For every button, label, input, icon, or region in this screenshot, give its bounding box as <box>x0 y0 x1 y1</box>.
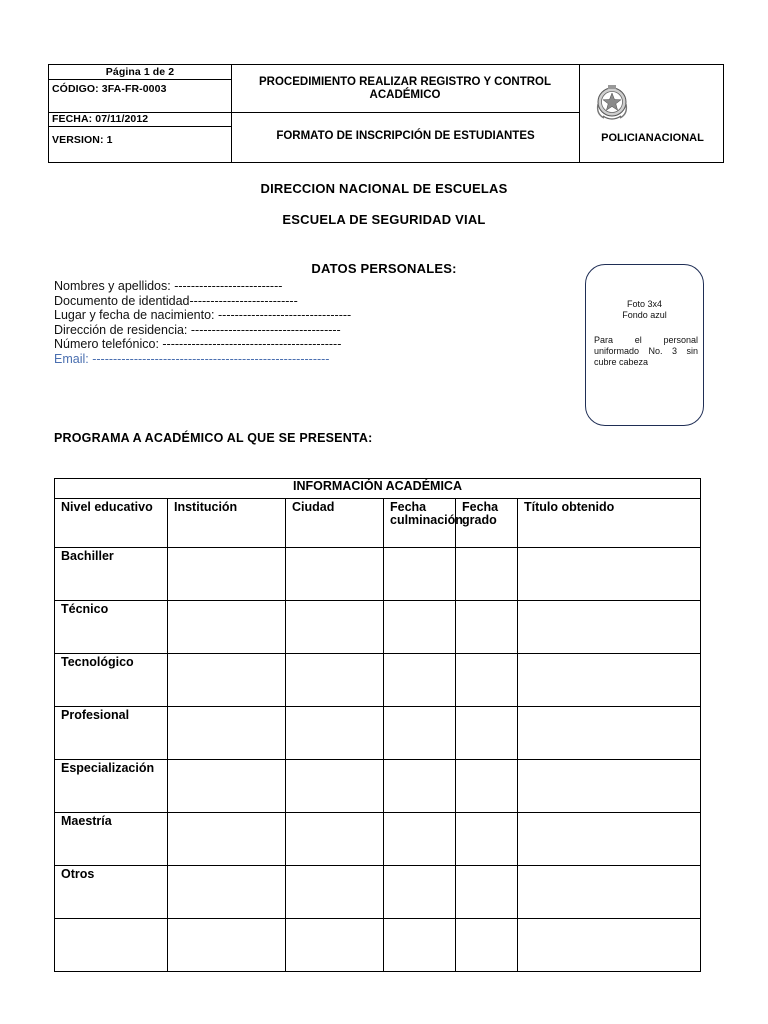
table-row <box>55 601 701 654</box>
table-cell[interactable] <box>286 919 384 972</box>
photo-note: Para el personal uniformado No. 3 sin cubre cabeza <box>594 335 698 367</box>
birth-place-date-field[interactable]: Lugar y fecha de nacimiento: -------------------------------- <box>54 308 352 322</box>
table-cell[interactable] <box>456 601 518 654</box>
table-row <box>55 866 701 919</box>
table-cell[interactable] <box>286 601 384 654</box>
table-row <box>55 760 701 813</box>
photo-size-text: Foto 3x4 <box>626 299 663 309</box>
column-header: Nivel educativo <box>55 499 168 548</box>
table-cell[interactable] <box>384 866 456 919</box>
address-field[interactable]: Dirección de residencia: ------------------------------------ <box>54 322 341 337</box>
row-level-label: Bachiller <box>55 548 168 601</box>
photo-size-label <box>586 299 703 321</box>
table-cell[interactable] <box>168 548 286 601</box>
academic-table-caption: INFORMACIÓN ACADÉMICA <box>55 479 701 499</box>
direction-title: DIRECCION NACIONAL DE ESCUELAS <box>260 181 508 196</box>
table-row <box>55 707 701 760</box>
table-row <box>55 654 701 707</box>
table-cell[interactable] <box>384 813 456 866</box>
photo-background-text: Fondo azul <box>622 310 667 320</box>
row-level-label: Profesional <box>55 707 168 760</box>
table-cell[interactable] <box>518 760 701 813</box>
id-document-field[interactable]: Documento de identidad-------------------------- <box>54 293 298 308</box>
row-level-label: Especialización <box>55 760 168 813</box>
table-cell[interactable] <box>384 707 456 760</box>
full-name-field[interactable]: Nombres y apellidos: -------------------------- <box>54 279 283 293</box>
table-cell[interactable] <box>168 654 286 707</box>
table-row <box>55 813 701 866</box>
table-cell[interactable] <box>456 813 518 866</box>
table-cell[interactable] <box>168 919 286 972</box>
table-cell[interactable] <box>168 760 286 813</box>
organization-name: POLICIANACIONAL <box>601 132 704 144</box>
table-cell[interactable] <box>518 548 701 601</box>
table-cell[interactable] <box>286 813 384 866</box>
table-cell[interactable] <box>456 654 518 707</box>
table-cell[interactable] <box>286 760 384 813</box>
table-cell[interactable] <box>286 707 384 760</box>
column-header: Fecha culminación <box>384 499 456 548</box>
table-cell[interactable] <box>456 760 518 813</box>
table-cell[interactable] <box>518 601 701 654</box>
row-level-label: Tecnológico <box>55 654 168 707</box>
email-field[interactable]: Email: --------------------------------------------------------- <box>54 351 330 366</box>
row-level-label: Técnico <box>55 601 168 654</box>
photo-placeholder-box <box>585 264 704 426</box>
table-cell[interactable] <box>456 707 518 760</box>
table-cell[interactable] <box>518 707 701 760</box>
header-divider <box>579 65 580 162</box>
table-cell[interactable] <box>518 813 701 866</box>
document-version-label: VERSION: 1 <box>52 134 113 146</box>
table-cell[interactable] <box>286 866 384 919</box>
column-header: Título obtenido <box>518 499 701 548</box>
row-level-label: Maestría <box>55 813 168 866</box>
table-row <box>55 919 701 972</box>
table-cell[interactable] <box>168 601 286 654</box>
phone-field[interactable]: Número telefónico: ------------------------------------------- <box>54 337 342 351</box>
table-cell[interactable] <box>384 919 456 972</box>
table-cell[interactable] <box>168 707 286 760</box>
academic-table-header-row <box>55 499 701 548</box>
personal-data-heading: DATOS PERSONALES: <box>311 261 457 276</box>
table-cell[interactable] <box>456 548 518 601</box>
table-cell[interactable] <box>384 548 456 601</box>
header-divider <box>49 126 231 127</box>
table-cell[interactable] <box>168 866 286 919</box>
procedure-title: PROCEDIMIENTO REALIZAR REGISTRO Y CONTROL ACADÉMICO <box>259 76 551 101</box>
column-header: Fecha grado <box>456 499 518 548</box>
row-level-label: Otros <box>55 866 168 919</box>
page-number-label: Página 1 de 2 <box>105 66 175 78</box>
table-cell[interactable] <box>456 866 518 919</box>
column-header: Ciudad <box>286 499 384 548</box>
table-cell[interactable] <box>456 919 518 972</box>
row-level-label[interactable] <box>55 919 168 972</box>
table-cell[interactable] <box>518 866 701 919</box>
table-cell[interactable] <box>518 654 701 707</box>
table-cell[interactable] <box>168 813 286 866</box>
header-divider <box>231 65 232 162</box>
school-title: ESCUELA DE SEGURIDAD VIAL <box>282 212 486 227</box>
table-cell[interactable] <box>384 601 456 654</box>
document-date-label: FECHA: 07/11/2012 <box>52 113 149 125</box>
police-shield-emblem-icon <box>584 80 640 128</box>
program-label: PROGRAMA A ACADÉMICO AL QUE SE PRESENTA: <box>54 431 373 445</box>
academic-info-table <box>54 478 701 972</box>
personal-data-fields <box>54 279 351 366</box>
table-cell[interactable] <box>384 654 456 707</box>
table-cell[interactable] <box>518 919 701 972</box>
table-cell[interactable] <box>384 760 456 813</box>
header-divider <box>49 79 231 80</box>
format-title: FORMATO DE INSCRIPCIÓN DE ESTUDIANTES <box>276 130 535 142</box>
document-code-label: CÓDIGO: 3FA-FR-0003 <box>52 83 167 95</box>
table-row <box>55 548 701 601</box>
table-cell[interactable] <box>286 654 384 707</box>
table-cell[interactable] <box>286 548 384 601</box>
column-header: Institución <box>168 499 286 548</box>
